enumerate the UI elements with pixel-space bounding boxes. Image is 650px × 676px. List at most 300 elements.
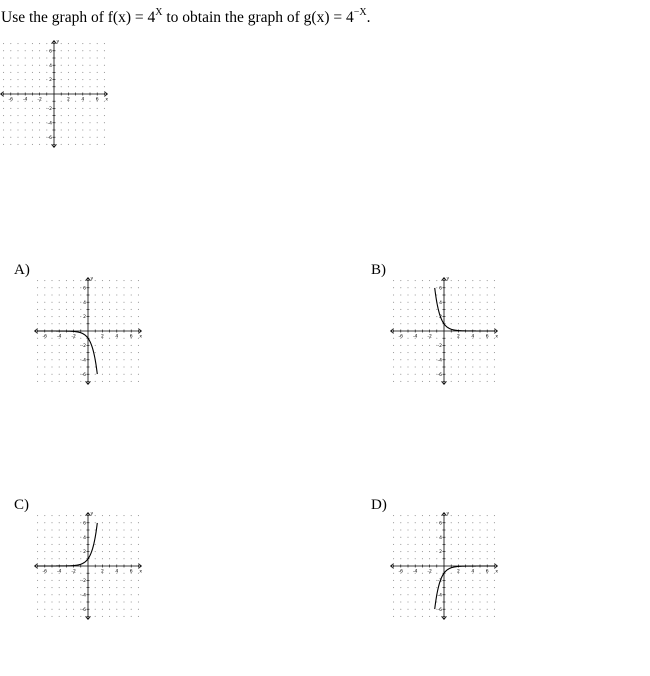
grid-dot [75,86,76,87]
grid-dot [415,594,416,595]
grid-dot [458,609,459,610]
grid-dot [10,79,11,80]
grid-dot [80,316,81,317]
grid-dot [10,108,11,109]
grid-dot [116,381,117,382]
grid-dot [436,323,437,324]
grid-dot [52,580,53,581]
choice-d-graph[interactable] [389,510,504,626]
grid-dot [37,381,38,382]
grid-dot [429,381,430,382]
x-tick-label: 6 [95,97,99,103]
grid-dot [487,367,488,368]
x-tick-label: 6 [129,569,133,575]
grid-dot [472,602,473,603]
grid-dot [436,530,437,531]
grid-dot [44,345,45,346]
grid-dot [465,359,466,360]
grid-dot [480,609,481,610]
grid-dot [66,287,67,288]
grid-dot [44,323,45,324]
grid-dot [102,522,103,523]
grid-dot [109,316,110,317]
grid-dot [59,323,60,324]
grid-dot [458,602,459,603]
grid-dot [408,309,409,310]
grid-dot [37,280,38,281]
y-tick-label: -4 [81,358,86,364]
grid-dot [408,573,409,574]
grid-dot [124,287,125,288]
grid-dot [109,616,110,617]
grid-dot [487,359,488,360]
x-tick-label: -6 [42,334,48,340]
grid-dot [408,302,409,303]
grid-dot [116,367,117,368]
grid-dot [44,580,45,581]
y-tick-label: 6 [439,521,442,527]
grid-dot [487,558,488,559]
grid-dot [487,544,488,545]
grid-dot [32,72,33,73]
grid-dot [25,79,26,80]
grid-dot [393,580,394,581]
grid-dot [104,130,105,131]
grid-dot [104,58,105,59]
grid-dot [408,352,409,353]
grid-dot [102,609,103,610]
grid-dot [104,72,105,73]
grid-dot [393,522,394,523]
grid-dot [480,515,481,516]
grid-dot [458,374,459,375]
grid-dot [102,295,103,296]
grid-dot [393,515,394,516]
grid-dot [487,287,488,288]
grid-dot [415,537,416,538]
grid-dot [109,602,110,603]
grid-dot [393,381,394,382]
grid-dot [75,144,76,145]
grid-dot [59,345,60,346]
x-axis-label: x [139,334,143,340]
grid-dot [138,287,139,288]
grid-dot [73,280,74,281]
grid-dot [68,122,69,123]
grid-dot [480,338,481,339]
grid-dot [102,537,103,538]
grid-dot [59,609,60,610]
choice-c-label[interactable]: C) [14,497,29,513]
grid-dot [422,551,423,552]
grid-dot [400,530,401,531]
grid-dot [97,137,98,138]
grid-dot [44,374,45,375]
grid-dot [95,287,96,288]
grid-dot [116,309,117,310]
grid-dot [95,338,96,339]
grid-dot [61,108,62,109]
y-tick-label: 2 [83,315,86,321]
grid-dot [80,587,81,588]
grid-dot [102,316,103,317]
grid-dot [39,86,40,87]
grid-dot [494,530,495,531]
grid-dot [44,295,45,296]
x-tick-label: 2 [456,334,460,340]
grid-dot [400,616,401,617]
grid-dot [3,122,4,123]
grid-dot [59,295,60,296]
grid-dot [82,43,83,44]
grid-dot [59,302,60,303]
grid-dot [97,79,98,80]
grid-dot [66,323,67,324]
grid-dot [32,108,33,109]
grid-dot [109,544,110,545]
grid-dot [32,50,33,51]
grid-dot [429,367,430,368]
grid-dot [124,573,125,574]
grid-dot [408,345,409,346]
grid-dot [124,544,125,545]
grid-dot [451,616,452,617]
grid-dot [52,345,53,346]
y-tick-label: -2 [437,344,442,349]
grid-dot [408,367,409,368]
grid-dot [52,352,53,353]
grid-dot [408,287,409,288]
grid-dot [116,374,117,375]
grid-dot [80,530,81,531]
grid-dot [66,616,67,617]
question-middle: to obtain the graph of g(x) = 4 [162,9,354,27]
grid-dot [66,587,67,588]
y-axis-label: y [90,511,94,517]
grid-dot [415,587,416,588]
grid-dot [44,316,45,317]
grid-dot [37,594,38,595]
grid-dot [465,309,466,310]
grid-dot [52,287,53,288]
grid-dot [37,537,38,538]
grid-dot [95,323,96,324]
x-tick-label: -4 [56,334,62,340]
grid-dot [436,280,437,281]
grid-dot [32,130,33,131]
grid-dot [3,50,4,51]
grid-dot [102,580,103,581]
grid-dot [124,345,125,346]
grid-dot [480,594,481,595]
grid-dot [46,43,47,44]
grid-dot [95,551,96,552]
grid-dot [109,302,110,303]
grid-dot [52,530,53,531]
grid-dot [494,374,495,375]
grid-dot [102,352,103,353]
grid-dot [10,137,11,138]
grid-dot [116,295,117,296]
grid-dot [415,367,416,368]
grid-dot [39,72,40,73]
grid-dot [90,79,91,80]
grid-dot [393,537,394,538]
grid-dot [408,280,409,281]
grid-dot [46,79,47,80]
grid-dot [138,295,139,296]
y-tick-label: 2 [49,78,52,84]
grid-dot [472,352,473,353]
choice-d-label[interactable]: D) [371,497,387,513]
grid-dot [68,86,69,87]
grid-dot [400,558,401,559]
grid-dot [138,515,139,516]
grid-dot [480,287,481,288]
grid-dot [124,602,125,603]
grid-dot [400,309,401,310]
grid-dot [131,587,132,588]
grid-dot [46,101,47,102]
grid-dot [400,287,401,288]
grid-dot [116,515,117,516]
grid-dot [37,309,38,310]
grid-dot [465,287,466,288]
grid-dot [80,522,81,523]
grid-dot [73,367,74,368]
grid-dot [415,302,416,303]
grid-dot [59,287,60,288]
grid-dot [116,616,117,617]
x-axis-label: x [495,334,499,340]
grid-dot [109,352,110,353]
grid-dot [95,522,96,523]
grid-dot [46,130,47,131]
grid-dot [458,594,459,595]
grid-dot [73,316,74,317]
grid-dot [32,144,33,145]
grid-dot [25,130,26,131]
grid-dot [59,367,60,368]
grid-dot [61,115,62,116]
grid-dot [37,367,38,368]
grid-dot [487,345,488,346]
grid-dot [39,58,40,59]
grid-dot [10,43,11,44]
grid-dot [10,72,11,73]
choice-b-label[interactable]: B) [371,262,386,278]
grid-dot [124,594,125,595]
choice-a-label[interactable]: A) [14,262,30,278]
grid-dot [458,580,459,581]
grid-dot [472,530,473,531]
grid-dot [44,381,45,382]
grid-dot [39,50,40,51]
grid-dot [44,359,45,360]
grid-dot [131,515,132,516]
grid-dot [44,558,45,559]
grid-dot [408,558,409,559]
grid-dot [52,609,53,610]
grid-dot [487,302,488,303]
grid-dot [68,137,69,138]
grid-dot [25,43,26,44]
grid-dot [95,381,96,382]
grid-dot [59,530,60,531]
grid-dot [494,352,495,353]
grid-dot [37,338,38,339]
grid-dot [415,381,416,382]
grid-dot [73,551,74,552]
grid-dot [66,359,67,360]
grid-dot [61,86,62,87]
grid-dot [408,609,409,610]
grid-dot [472,558,473,559]
grid-dot [66,374,67,375]
x-tick-label: 2 [100,334,104,340]
grid-dot [59,551,60,552]
grid-dot [97,43,98,44]
grid-dot [487,530,488,531]
x-tick-label: 6 [485,569,489,575]
grid-dot [436,316,437,317]
grid-dot [415,609,416,610]
grid-dot [52,616,53,617]
y-tick-label: -2 [437,579,442,584]
grid-dot [124,558,125,559]
grid-dot [494,316,495,317]
grid-dot [109,609,110,610]
grid-dot [408,537,409,538]
grid-dot [68,144,69,145]
choice-a-graph[interactable] [33,275,148,391]
grid-dot [102,367,103,368]
grid-dot [436,287,437,288]
grid-dot [52,323,53,324]
grid-dot [131,594,132,595]
grid-dot [422,316,423,317]
grid-dot [131,551,132,552]
y-tick-label: 6 [83,286,86,292]
grid-dot [487,352,488,353]
grid-dot [436,602,437,603]
grid-dot [52,515,53,516]
grid-dot [52,587,53,588]
grid-dot [73,295,74,296]
grid-dot [3,130,4,131]
grid-dot [73,616,74,617]
grid-dot [80,367,81,368]
grid-dot [52,537,53,538]
grid-dot [436,558,437,559]
grid-dot [73,580,74,581]
grid-dot [10,58,11,59]
grid-dot [46,86,47,87]
grid-dot [124,580,125,581]
grid-dot [116,551,117,552]
grid-dot [73,345,74,346]
grid-dot [59,522,60,523]
grid-dot [46,115,47,116]
grid-dot [451,381,452,382]
grid-dot [465,551,466,552]
y-tick-label: -4 [437,593,442,599]
grid-dot [422,381,423,382]
x-axis-label: x [105,97,109,103]
grid-dot [393,287,394,288]
grid-dot [436,295,437,296]
grid-dot [472,309,473,310]
grid-dot [138,551,139,552]
grid-dot [480,352,481,353]
choice-b-graph[interactable] [389,275,504,391]
grid-dot [80,323,81,324]
grid-dot [422,374,423,375]
grid-dot [451,323,452,324]
grid-dot [472,515,473,516]
choice-c-graph[interactable] [33,510,148,626]
grid-dot [80,558,81,559]
grid-dot [95,544,96,545]
y-tick-label: 2 [439,315,442,321]
grid-dot [104,144,105,145]
grid-dot [104,50,105,51]
grid-dot [408,515,409,516]
grid-dot [80,381,81,382]
grid-dot [75,101,76,102]
grid-dot [73,309,74,310]
grid-dot [451,295,452,296]
grid-dot [37,302,38,303]
grid-dot [3,101,4,102]
grid-dot [39,65,40,66]
grid-dot [480,323,481,324]
grid-dot [37,587,38,588]
grid-dot [436,587,437,588]
grid-dot [3,108,4,109]
grid-dot [73,287,74,288]
grid-dot [116,359,117,360]
grid-dot [95,302,96,303]
grid-dot [82,115,83,116]
grid-dot [18,65,19,66]
grid-dot [82,108,83,109]
y-tick-label: 4 [49,63,52,69]
grid-dot [451,602,452,603]
grid-dot [465,616,466,617]
grid-dot [487,323,488,324]
grid-dot [68,50,69,51]
y-tick-label: 4 [83,535,86,541]
grid-dot [124,616,125,617]
grid-dot [480,530,481,531]
x-axis-label: x [495,569,499,575]
grid-dot [3,137,4,138]
grid-dot [59,280,60,281]
grid-dot [37,316,38,317]
grid-dot [408,374,409,375]
y-axis-label: y [446,276,450,282]
grid-dot [52,602,53,603]
grid-dot [400,367,401,368]
grid-dot [37,515,38,516]
grid-dot [68,108,69,109]
grid-dot [458,522,459,523]
grid-dot [61,137,62,138]
grid-dot [429,359,430,360]
y-tick-label: -4 [81,593,86,599]
grid-dot [46,50,47,51]
